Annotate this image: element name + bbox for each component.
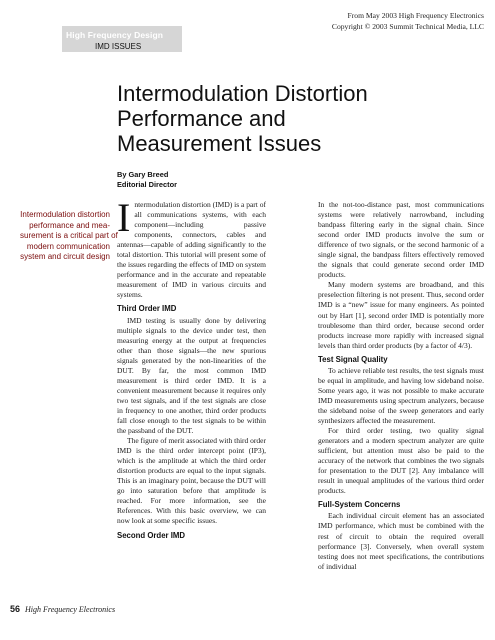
body-paragraph: The figure of merit associated with third order IMD is the third order intercept point (IP3), which is the amplitude at which the third order distortion products are equal to the input signals. This is an imaginary point, because the DUT will go into saturation before that amplitude is reached. For more information, see the References. With this basic overview, we can now look at some specific issues. [117,436,266,526]
body-column-left [117,195,266,542]
page-footer [10,604,115,614]
intro-text: ntermodulation distortion (IMD) is a part of all communications systems, with each component—including passive components, connectors, cables and antennas—capable of adding significantly to the total distortion. This tutorial will present some of the issues regarding the effects of IMD on system performance and in the accurate and repeatable measurement of IMD in various circuits and systems. [117,200,266,300]
title-line: Measurement Issues [117,131,322,156]
source-line-2: Copyright © 2003 Summit Technical Media, LLC [331,21,484,31]
heading-second-order: Second Order IMD [117,530,186,540]
pull-quote-line: Intermodulation distortion [20,210,110,219]
body-column-right [318,200,484,572]
drop-cap: I [117,195,131,240]
source-line-1: From May 2003 High Frequency Electronics [347,11,484,20]
source-note [314,11,484,32]
byline-author: By Gary Breed [117,170,169,179]
byline-role: Editorial Director [117,180,177,189]
body-paragraph: For third order testing, two quality signal generators and a modern spectrum analyzer are quite sufficient, but attention must also be paid to the accuracy of the network that combines the two signals for presentation to the DUT [2]. Any imbalance will result in unequal amplitudes of the various third order products. [318,426,484,496]
heading-full-system: Full-System Concerns [318,500,401,510]
pull-quote [20,210,118,263]
pull-quote-line: system and circuit design [20,252,110,261]
heading-third-order: Third Order IMD [117,304,177,314]
article-title [117,81,417,156]
body-paragraph: Many modern systems are broadband, and this preselection filtering is not present. Thus, second order IMD is a “new” issue for many engineers. As pointed out by Hart [1], second order IMD is potentially more troublesome than third order, because second order products increase more rapidly with increased signal levels than third order products (by a factor of 4/3). [318,280,484,350]
byline [117,170,177,190]
body-paragraph: To achieve reliable test results, the test signals must be equal in amplitude, and having low sideband noise. Some years ago, it was not possible to make accurate IMD measurements using spectrum analyzers, because the sideband noise of the sweep generators and early synthesizers affected the measurement. [318,365,484,425]
body-paragraph: IMD testing is usually done by delivering multiple signals to the device under test, then measuring energy at the output at frequencies other than those signals—the new spurious signals generated by the non-linearities of the DUT. By far, the most common IMD measurement is third order IMD. It is a convenient measurement because it requires only two test signals, and if the test signals are close in frequency to one another, third order products fall close enough to the test signals to be within the passband of the DUT. [117,315,266,436]
page-number: 56 [10,604,21,614]
heading-test-signal: Test Signal Quality [318,354,388,364]
publication-name: High Frequency Electronics [25,605,116,614]
intro-paragraph [117,195,266,300]
pull-quote-line: modern communication [26,241,110,251]
title-line: Performance and [117,106,286,131]
masthead-brand: High Frequency Design [66,30,164,40]
title-line: Intermodulation Distortion [117,81,368,106]
body-paragraph: In the not-too-distance past, most communications systems were relatively narrowband, including bandpass filtering early in the signal chain. Since second order IMD products involve the sum or difference of two signals, or the second harmonic of a single signal, the bandpass filters effectively removed the signals that could generate second order IMD products. [318,200,484,280]
masthead-section: IMD ISSUES [95,42,142,51]
pull-quote-line: performance and mea- [29,220,110,230]
pull-quote-line: surement is a critical part of [20,231,118,240]
body-paragraph: Each individual circuit element has an associated IMD performance, which must be combined with the rest of circuit to obtain the required overall performance [3]. Conversely, when overall system testing does not meet specifications, the contributions of individual [318,511,484,571]
